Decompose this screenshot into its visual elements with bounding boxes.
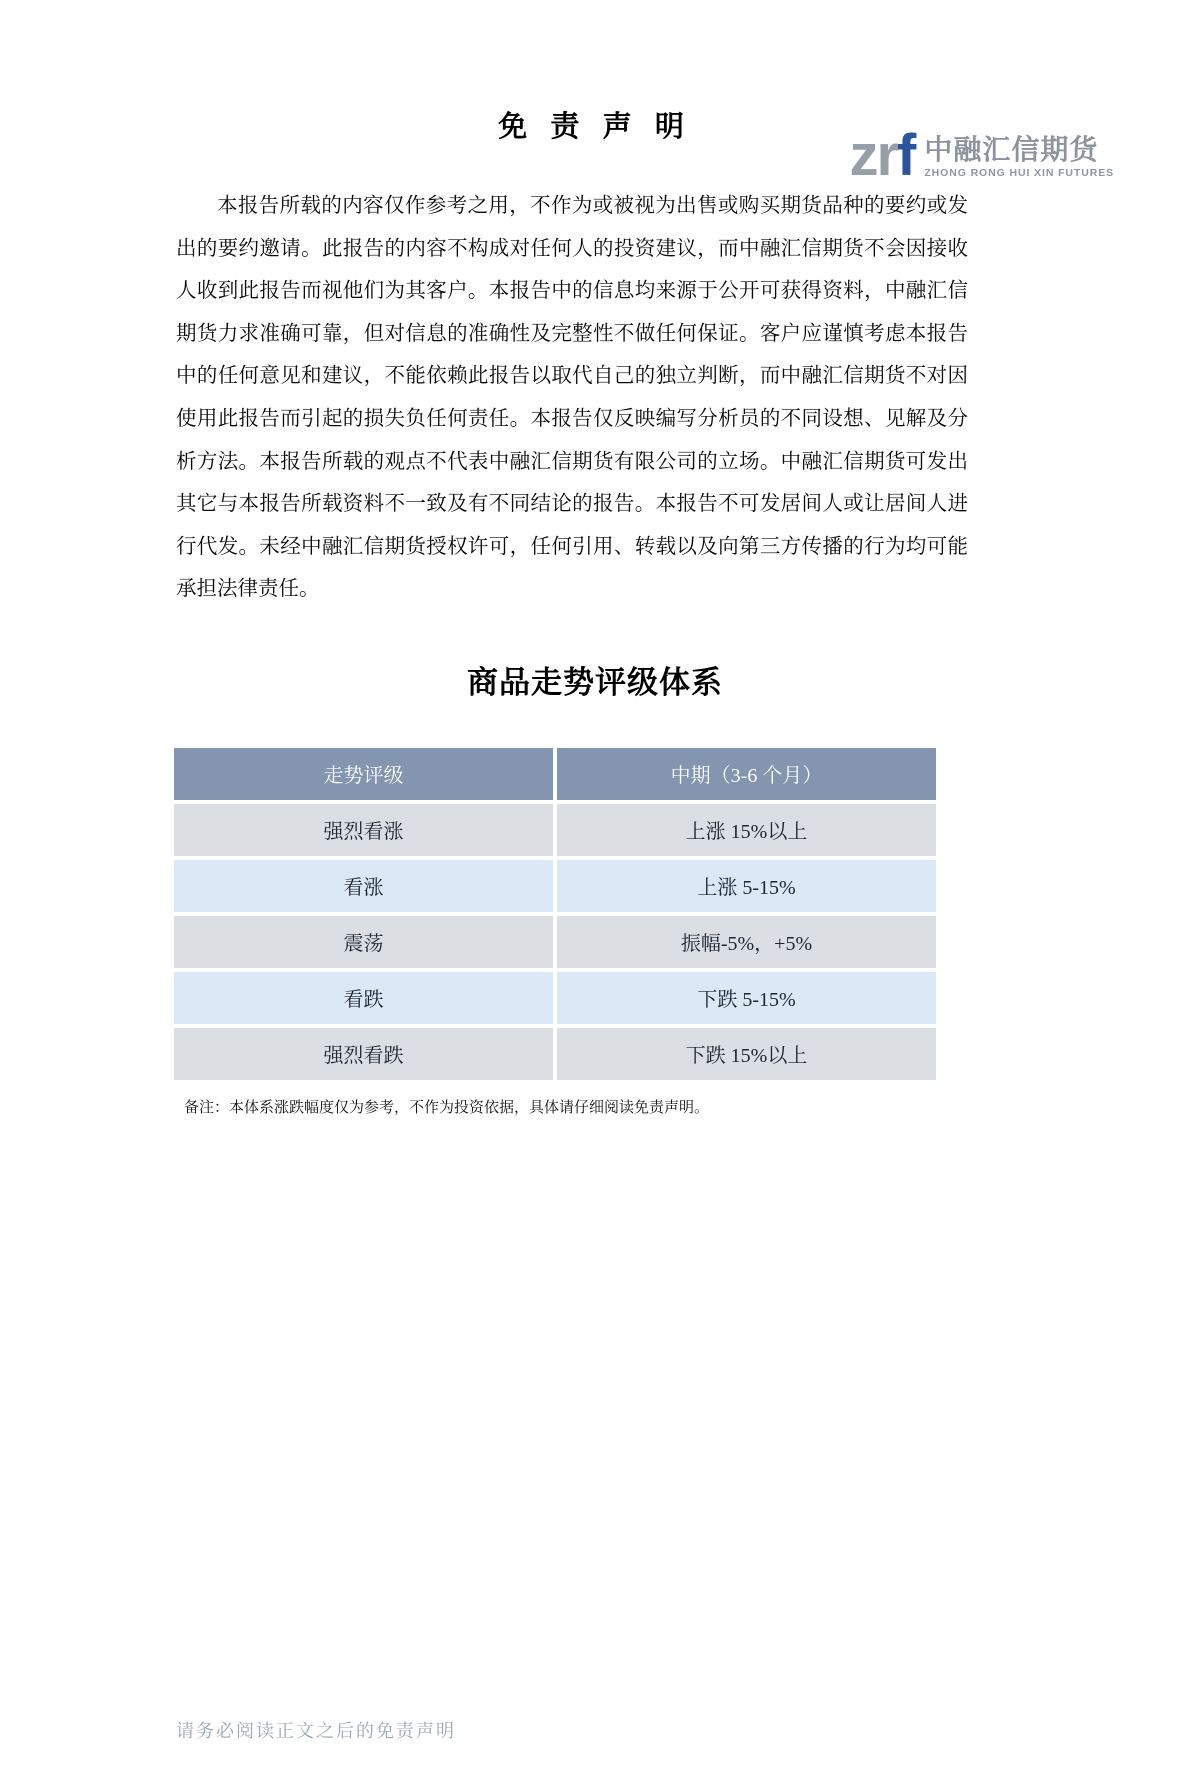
rating-cell: 看涨	[174, 860, 553, 912]
rating-cell: 震荡	[174, 916, 553, 968]
table-header-row	[174, 748, 936, 800]
rating-cell: 强烈看涨	[174, 804, 553, 856]
table-row	[174, 1028, 936, 1080]
footer-disclaimer-reminder: 请务必阅读正文之后的免责声明	[176, 1721, 456, 1741]
disclaimer-paragraph: 本报告所载的内容仅作参考之用，不作为或被视为出售或购买期货品种的要约或发出的要约邀请。此报告的内容不构成对任何人的投资建议，而中融汇信期货不会因接收人收到此报告而视他们为其客户。本报告中的信息均来源于公开可获得资料，中融汇信期货力求准确可靠，但对信息的准确性及完整性不做任何保证。客户应谨慎考虑本报告中的任何意见和建议，不能依赖此报告以取代自己的独立判断，而中融汇信期货不对因使用此报告而引起的损失负任何责任。本报告仅反映编写分析员的不同设想、见解及分析方法。本报告所载的观点不代表中融汇信期货有限公司的立场。中融汇信期货可发出其它与本报告所载资料不一致及有不同结论的报告。本报告不可发居间人或让居间人进行代发。未经中融汇信期货授权许可，任何引用、转载以及向第三方传播的行为均可能承担法律责任。	[176, 195, 968, 601]
rating-table	[170, 744, 940, 1084]
page-title: 免 责 声 明	[498, 111, 692, 143]
rating-cell: 强烈看跌	[174, 1028, 553, 1080]
logo-abbr-blue: f	[897, 123, 915, 188]
range-cell: 上涨 15%以上	[557, 804, 936, 856]
table-row	[174, 804, 936, 856]
rating-cell: 看跌	[174, 972, 553, 1024]
rating-table-container	[170, 744, 1190, 1084]
section-title-rating-system: 商品走势评级体系	[467, 664, 723, 700]
table-note: 备注：本体系涨跌幅度仅为参考，不作为投资依据，具体请仔细阅读免责声明。	[184, 1099, 710, 1116]
company-name-en: ZHONG RONG HUI XIN FUTURES	[924, 166, 1114, 179]
company-name-cn: 中融汇信期货	[924, 133, 1099, 165]
header-trend-rating: 走势评级	[174, 748, 553, 800]
header-mid-term: 中期（3-6 个月）	[557, 748, 936, 800]
logo-zrf-icon	[849, 123, 915, 188]
table-row	[174, 860, 936, 912]
table-row	[174, 972, 936, 1024]
logo-names	[924, 133, 1114, 180]
range-cell: 下跌 15%以上	[557, 1028, 936, 1080]
company-logo	[849, 123, 1114, 188]
table-row	[174, 916, 936, 968]
range-cell: 下跌 5-15%	[557, 972, 936, 1024]
range-cell: 上涨 5-15%	[557, 860, 936, 912]
range-cell: 振幅-5%，+5%	[557, 916, 936, 968]
logo-abbr-gray: zr	[849, 123, 898, 188]
